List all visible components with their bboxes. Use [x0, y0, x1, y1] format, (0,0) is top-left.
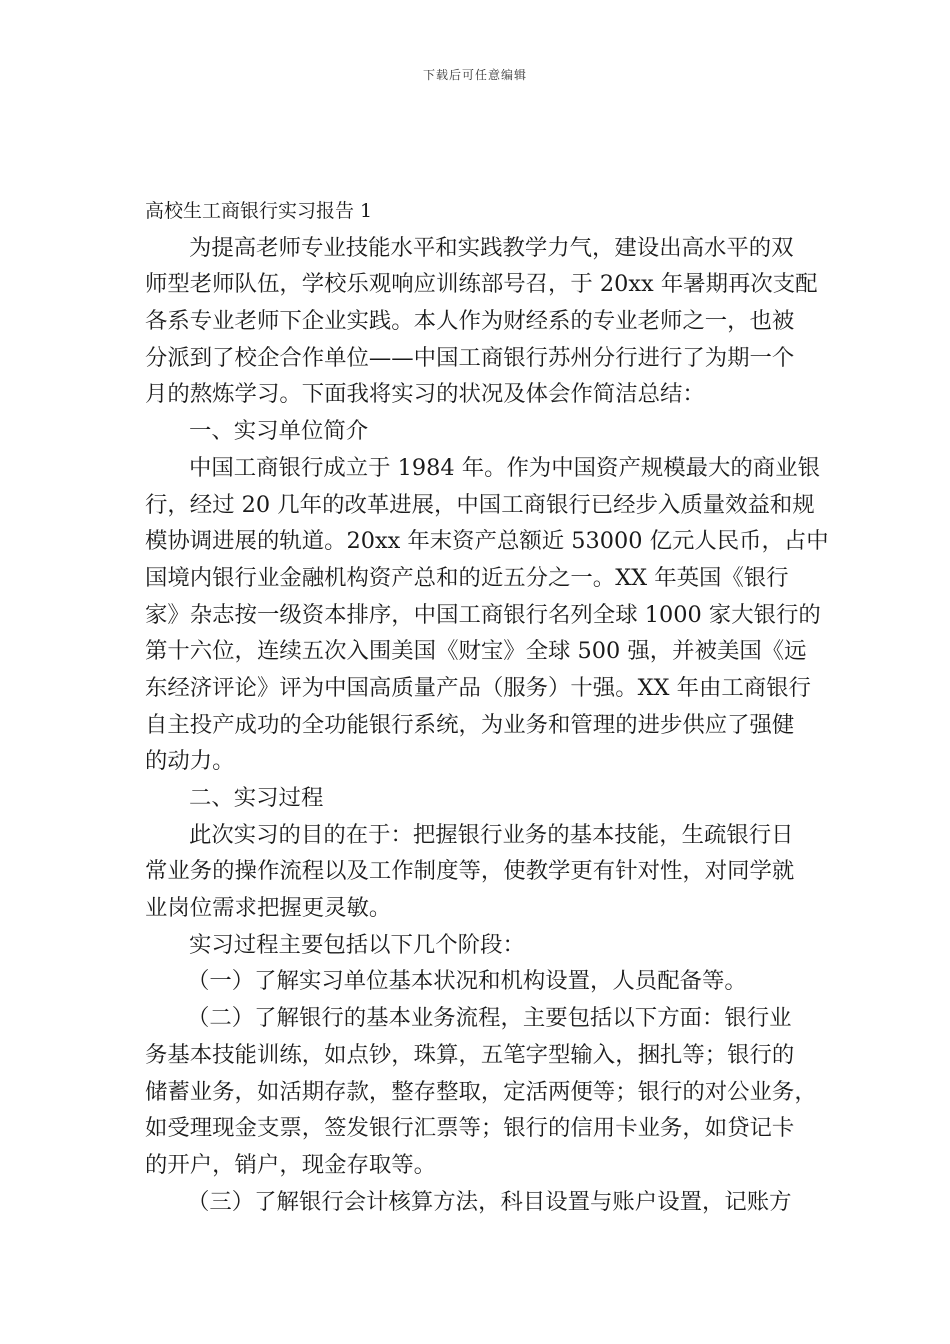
paragraph-line: 的开户，销户，现金存取等。	[145, 1151, 437, 1178]
paragraph-line: 家》杂志按一级资本排序，中国工商银行名列全球 1000 家大银行的	[145, 601, 821, 628]
paragraph-line: 常业务的操作流程以及工作制度等，使教学更有针对性，对同学就	[145, 858, 795, 885]
paragraph-line: 自主投产成功的全功能银行系统，为业务和管理的进步供应了强健	[145, 711, 795, 738]
paragraph-line: 分派到了校企合作单位——中国工商银行苏州分行进行了为期一个	[145, 344, 795, 371]
section-heading: 一、实习单位简介	[189, 418, 369, 445]
paragraph-line: 业岗位需求把握更灵敏。	[145, 895, 392, 922]
paragraph-line: 师型老师队伍，学校乐观响应训练部号召，于 20xx 年暑期再次支配	[145, 271, 818, 298]
list-item: （二）了解银行的基本业务流程，主要包括以下方面：银行业	[187, 1005, 792, 1032]
document-title: 高校生工商银行实习报告 1	[145, 200, 373, 222]
paragraph-line: 月的熬炼学习。下面我将实习的状况及体会作简洁总结：	[145, 381, 705, 408]
list-item: （一）了解实习单位基本状况和机构设置，人员配备等。	[187, 968, 747, 995]
paragraph-line: 中国工商银行成立于 1984 年。作为中国资产规模最大的商业银	[189, 454, 820, 481]
paragraph-line: 务基本技能训练，如点钞，珠算，五笔字型输入，捆扎等；银行的	[145, 1041, 795, 1068]
section-heading: 二、实习过程	[189, 785, 324, 811]
paragraph-line: 第十六位，连续五次入围美国《财宝》全球 500 强，并被美国《远	[145, 638, 807, 665]
document-body	[145, 193, 829, 1220]
paragraph-line: 的动力。	[145, 748, 235, 775]
paragraph-line: 储蓄业务，如活期存款，整存整取，定活两便等；银行的对公业务，	[145, 1078, 817, 1105]
paragraph-line: 实习过程主要包括以下几个阶段：	[189, 931, 525, 958]
paragraph-line: 行，经过 20 几年的改革进展，中国工商银行已经步入质量效益和规	[145, 491, 815, 518]
paragraph-line: 模协调进展的轨道。20xx 年末资产总额近 53000 亿元人民币，占中	[145, 528, 829, 555]
paragraph-line: 各系专业老师下企业实践。本人作为财经系的专业老师之一，也被	[145, 308, 795, 335]
paragraph-line: 如受理现金支票，签发银行汇票等；银行的信用卡业务，如贷记卡	[145, 1115, 795, 1142]
page-header-note: 下载后可任意编辑	[422, 68, 527, 82]
paragraph-line: 国境内银行业金融机构资产总和的近五分之一。XX 年英国《银行	[145, 564, 789, 591]
list-item: （三）了解银行会计核算方法，科目设置与账户设置，记账方	[187, 1188, 792, 1215]
paragraph-line: 为提高老师专业技能水平和实践教学力气，建设出高水平的双	[189, 234, 794, 261]
paragraph-line: 东经济评论》评为中国高质量产品（服务）十强。XX 年由工商银行	[145, 674, 811, 701]
paragraph-line: 此次实习的目的在于：把握银行业务的基本技能，生疏银行日	[189, 821, 794, 848]
